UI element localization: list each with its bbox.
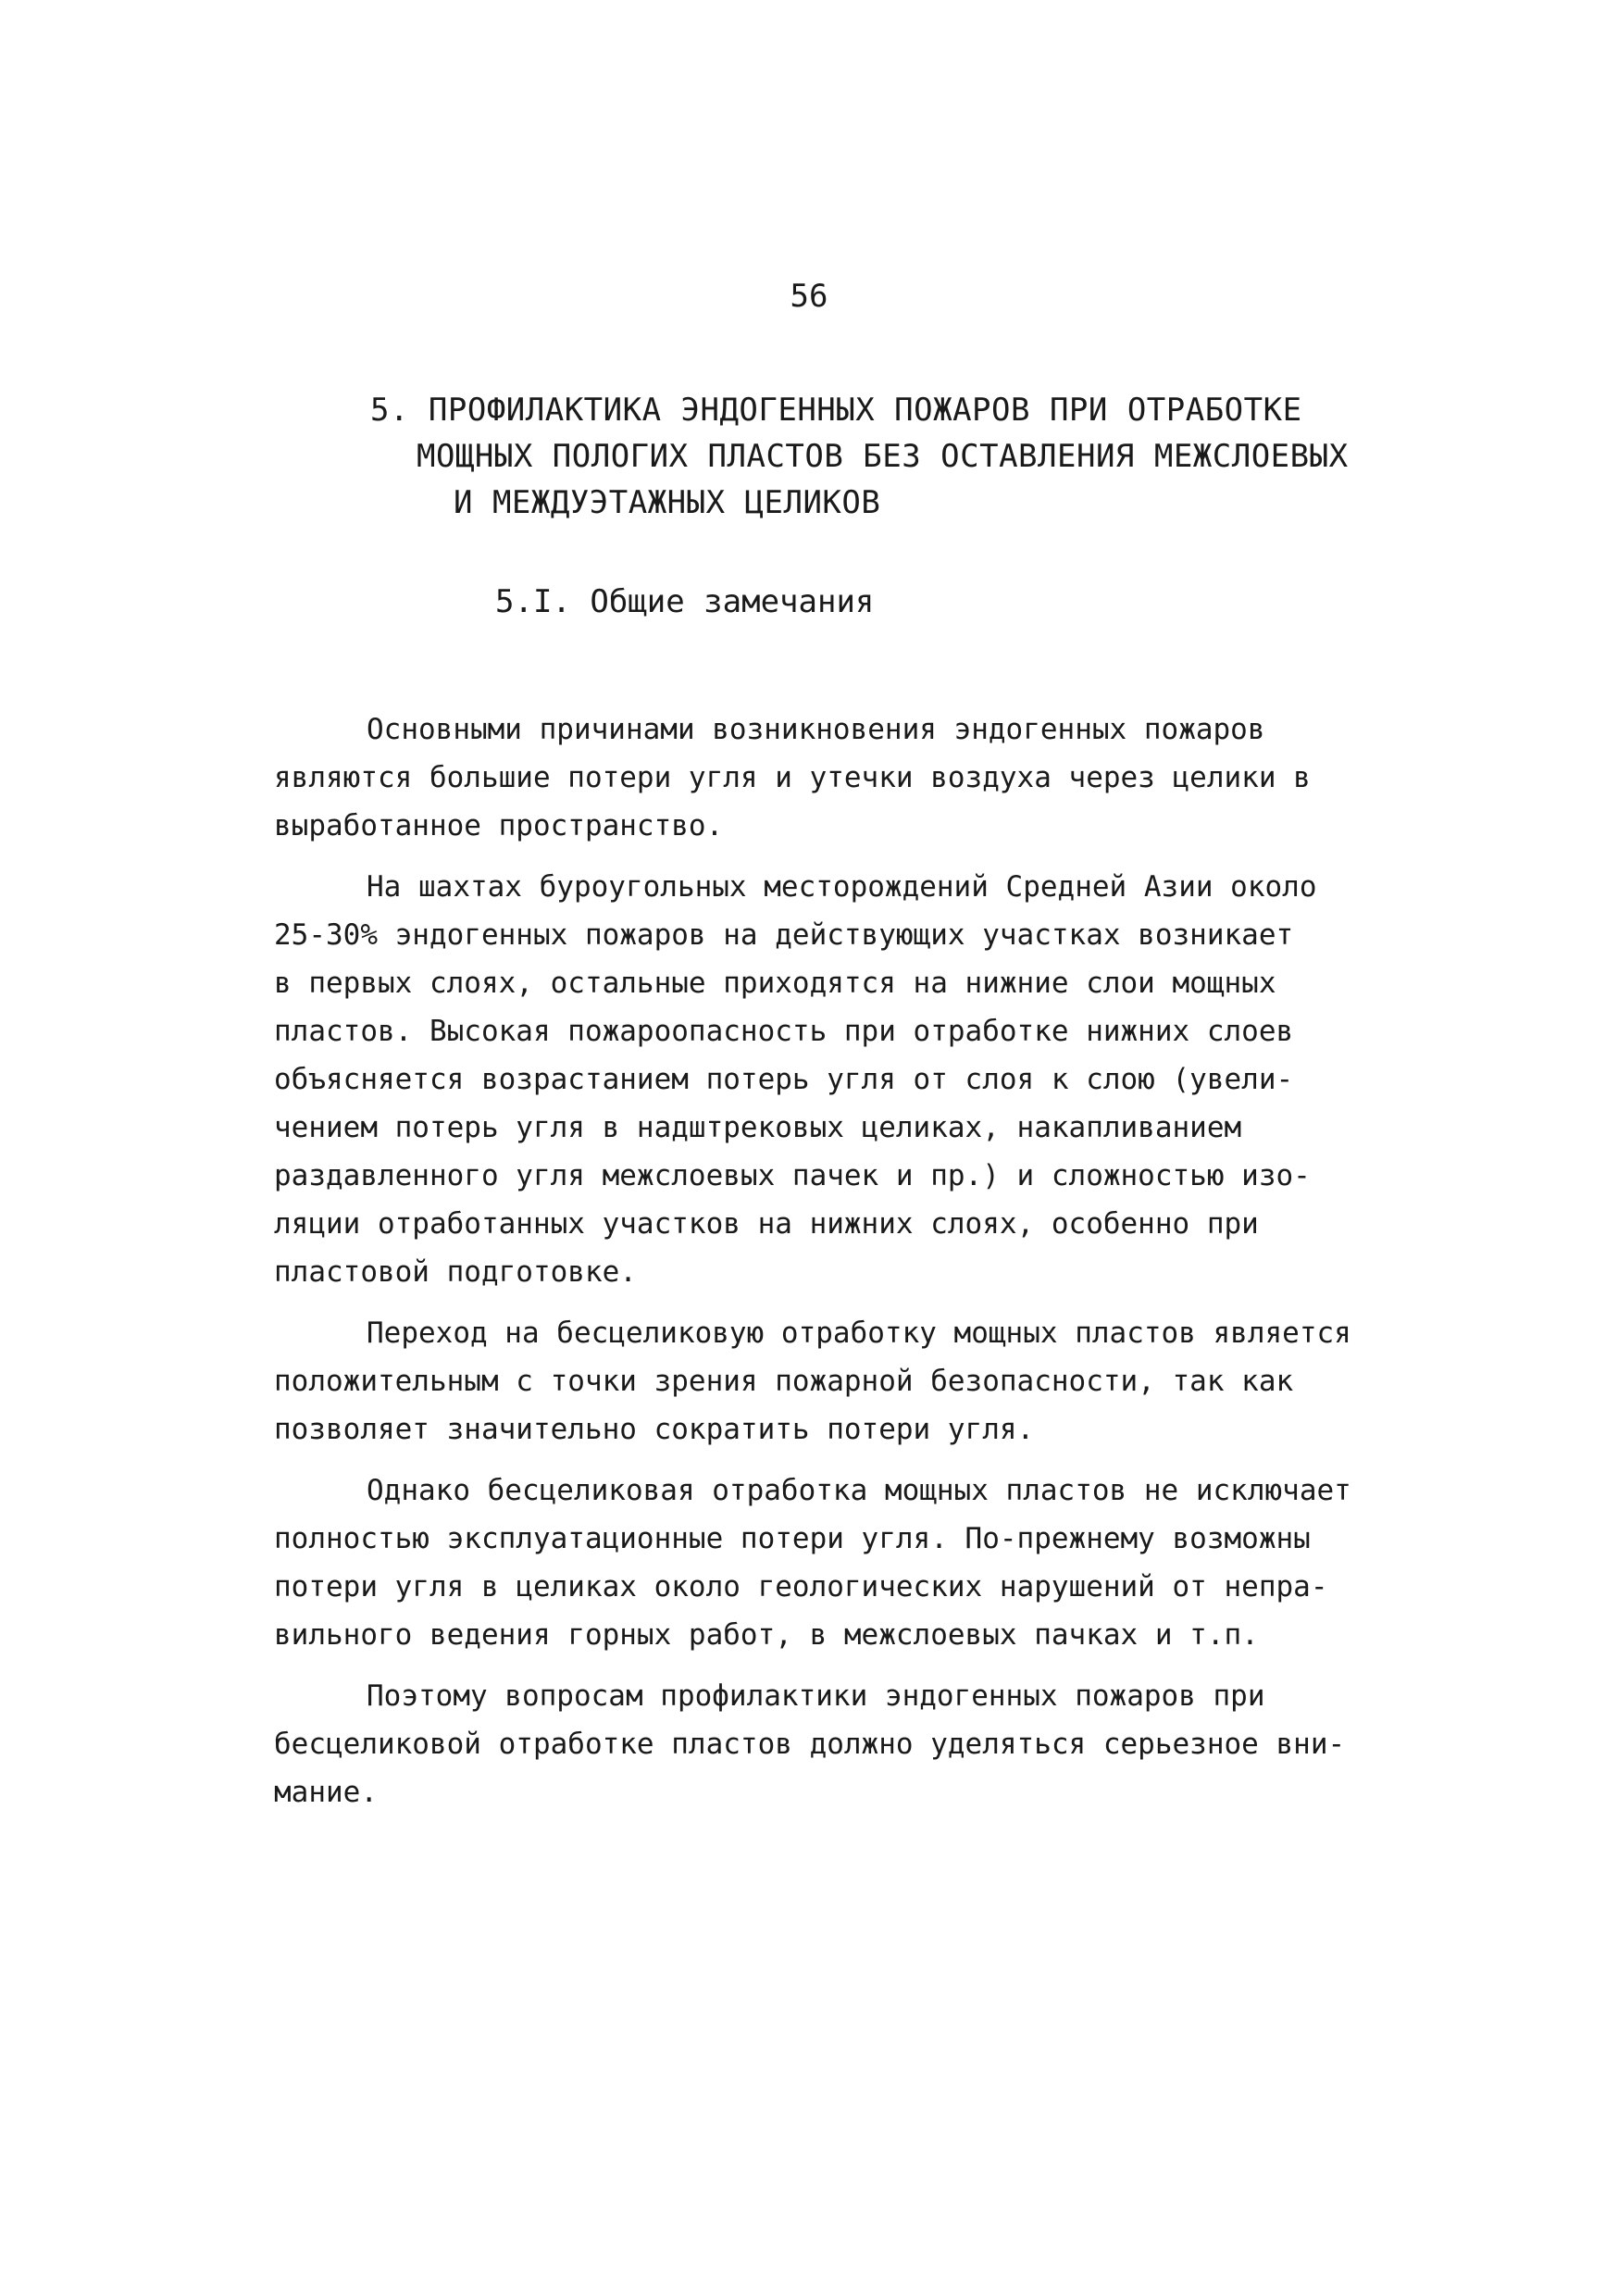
text-line: 25-30% эндогенных пожаров на действующих участках возникает bbox=[274, 918, 1294, 952]
text-line: Поэтому вопросам профилактики эндогенных пожаров при bbox=[367, 1679, 1265, 1713]
paragraph bbox=[274, 1672, 1394, 1816]
text-line: ляции отработанных участков на нижних слоях, особенно при bbox=[274, 1207, 1259, 1241]
paragraph bbox=[274, 1309, 1394, 1454]
chapter-heading-line: 5. ПРОФИЛАКТИКА ЭНДОГЕННЫХ ПОЖАРОВ ПРИ ОТРАБОТКЕ bbox=[370, 392, 1302, 429]
text-line: позволяет значительно сократить потери угля. bbox=[274, 1413, 1035, 1446]
paragraph bbox=[274, 863, 1394, 1296]
text-line: Переход на бесцеликовую отработку мощных пластов является bbox=[367, 1316, 1351, 1350]
text-line: пластов. Высокая пожароопасность при отработке нижних слоев bbox=[274, 1015, 1294, 1048]
text-line: пластовой подготовке. bbox=[274, 1255, 637, 1289]
text-line: выработанное пространство. bbox=[274, 809, 724, 842]
chapter-heading-line: МОЩНЫХ ПОЛОГИХ ПЛАСТОВ БЕЗ ОСТАВЛЕНИЯ МЕЖСЛОЕВЫХ bbox=[417, 438, 1349, 475]
page-number: 56 bbox=[790, 278, 828, 315]
text-line: положительным с точки зрения пожарной безопасности, так как bbox=[274, 1365, 1294, 1398]
text-line: бесцеликовой отработке пластов должно уделяться серьезное вни- bbox=[274, 1728, 1346, 1761]
section-heading: 5.I. Общие замечания bbox=[495, 583, 875, 620]
text-line: объясняется возрастанием потерь угля от слоя к слою (увели- bbox=[274, 1063, 1294, 1096]
chapter-heading bbox=[370, 387, 1388, 526]
text-line: Однако бесцеликовая отработка мощных пластов не исключает bbox=[367, 1474, 1351, 1507]
text-line: полностью эксплуатационные потери угля. По-прежнему возможны bbox=[274, 1522, 1311, 1555]
paragraph bbox=[274, 705, 1394, 850]
text-line: потери угля в целиках около геологических нарушений от непра- bbox=[274, 1570, 1328, 1603]
body-text bbox=[274, 705, 1394, 1829]
paragraph bbox=[274, 1466, 1394, 1659]
text-line: мание. bbox=[274, 1776, 378, 1809]
text-line: вильного ведения горных работ, в межслоевых пачках и т.п. bbox=[274, 1618, 1259, 1652]
chapter-heading-line: И МЕЖДУЭТАЖНЫХ ЦЕЛИКОВ bbox=[454, 484, 881, 521]
text-line: Основными причинами возникновения эндогенных пожаров bbox=[367, 713, 1265, 746]
text-line: чением потерь угля в надштрековых целиках, накапливанием bbox=[274, 1111, 1242, 1144]
text-line: раздавленного угля межслоевых пачек и пр.) и сложностью изо- bbox=[274, 1159, 1311, 1192]
text-line: являются большие потери угля и утечки воздуха через целики в bbox=[274, 761, 1311, 794]
text-line: в первых слоях, остальные приходятся на нижние слои мощных bbox=[274, 967, 1276, 1000]
text-line: На шахтах буроугольных месторождений Средней Азии около bbox=[367, 870, 1317, 904]
